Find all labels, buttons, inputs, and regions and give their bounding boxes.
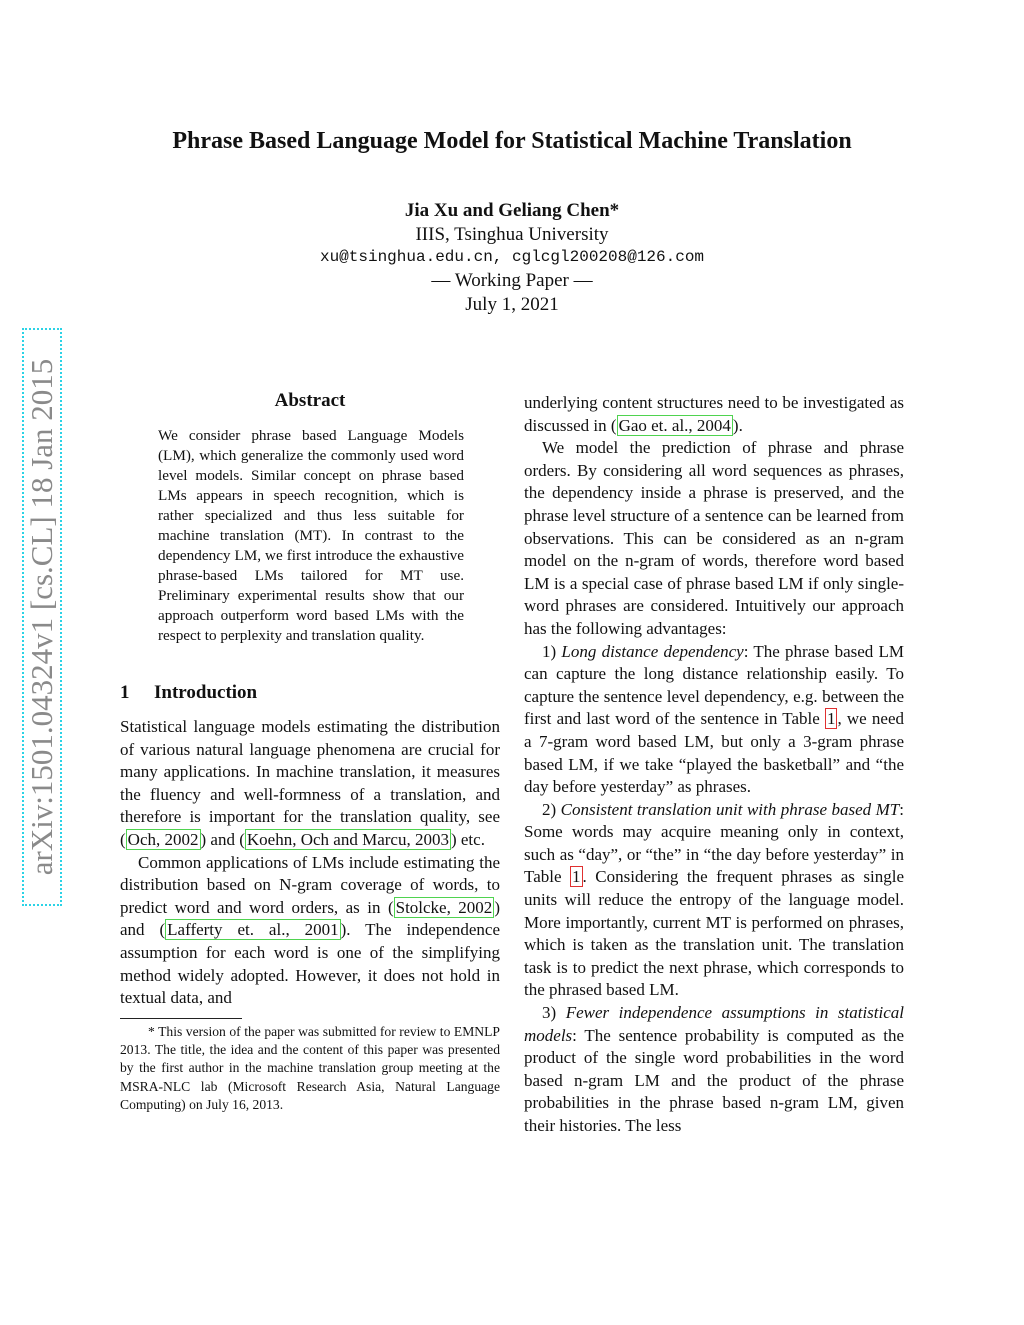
citation-link[interactable]: Gao et. al., 2004: [618, 415, 731, 435]
arxiv-stamp: [22, 328, 62, 906]
paper-title: Phrase Based Language Model for Statistical Machine Translation: [172, 128, 852, 154]
list-number: 2): [542, 799, 557, 819]
section-number: 1: [120, 682, 130, 703]
paper-date: July 1, 2021: [465, 294, 559, 315]
abstract-heading: Abstract: [274, 390, 346, 411]
section-title: Introduction: [154, 682, 258, 703]
intro-paragraph-2: Common applications of LMs include estimating the distribution based on N-gram coverage of words, to predict word and word orders, as in ( Stolcke, 2002 ) and ( Lafferty et. al., 2001 ). The independence assumption for each word is one of the simplifying method widely adopted. However, it does not hold in textual data, and: [120, 852, 500, 1008]
text-run: , we need a 7-gram word based LM, but only a 3-gram phrase based LM, if we take “played the basketball” and “the day before yesterday” as phrases.: [524, 709, 904, 797]
text-run: : Some words may acquire meaning only in context, such as “day”, or “the” in “the day before yesterday” in Table: [524, 799, 904, 887]
text-run: etc.: [456, 829, 485, 849]
advantage-title: Consistent translation unit with phrase based MT: [560, 799, 900, 819]
paper-status: — Working Paper —: [431, 270, 593, 291]
advantage-title: Fewer independence assumptions in statistical models: [524, 1003, 905, 1045]
section-heading-introduction: [120, 682, 500, 704]
intro-paragraph-1: Statistical language models estimating the distribution of various natural language phenomena are crucial for many applications. In machine translation, it measures the fluency and well-formness of a translation, and therefore is important for the translation quality, see ( Och, 2002 ) and ( Koehn, Och and Marcu, 2003 ) etc.: [120, 717, 500, 849]
advantage-3: [524, 1002, 904, 1138]
footnote: * This version of the paper was submitted for review to EMNLP 2013. The title, the idea and the content of this paper was presented by the first author in the machine translation group meeting at the MSRA-NLC lab (Microsoft Research Asia, Natural Language Computing) on July 16, 2013.: [120, 1023, 500, 1112]
right-column: [524, 392, 904, 1138]
author-emails: xu@tsinghua.edu.cn, cglcgl200208@126.com: [319, 248, 705, 266]
citation-link[interactable]: Koehn, Och and Marcu, 2003: [246, 829, 449, 849]
citation-link[interactable]: Och, 2002: [127, 829, 199, 849]
abstract-text: We consider phrase based Language Models (LM), which generalize the commonly used word level models. Similar concept on phrase based LMs appears in speech recognition, which is rather specialized and thus less suitable for machine translation (MT). In contrast to the dependency LM, we first introduce the exhaustive phrase-based LMs tailored for MT use. Preliminary experimental results show that our approach outperform word based LMs with the respect to perplexity and translation quality.: [158, 427, 464, 644]
text-run: : The phrase based LM can capture the long distance relationship easily. To capture the sentence level dependency, e.g. between the first and last word of the sentence in Table: [524, 641, 905, 729]
text-run: . Considering the frequent phrases as single units will reduce the entropy of the language model. More importantly, current MT is performed on phrases, which is taken as the translation unit. The translation task is to predict the next phrase, which corresponds to the phrased based LM.: [524, 867, 905, 1000]
citation-link[interactable]: Lafferty et. al., 2001: [167, 920, 339, 940]
footnote-divider: [120, 1018, 242, 1019]
text-run: Statistical language models estimating the distribution of various natural language phenomena are crucial for many applications. In machine translation, it measures the fluency and well-formness of a translation, and therefore is important for the translation quality, see: [120, 717, 500, 827]
list-number: 3): [542, 1003, 557, 1023]
text-run: underlying content structures need to be investigated as discussed in: [524, 393, 904, 435]
text-run: . The independence assumption for each word is one of the simplifying method widely adopted. However, it does not hold in textual data, and: [120, 920, 500, 1008]
citation-link[interactable]: Stolcke, 2002: [395, 897, 493, 917]
affiliation: IIIS, Tsinghua University: [415, 224, 609, 245]
text-run: and: [120, 920, 160, 940]
text-run: : The sentence probability is computed as the product of the single word probabilities in the word based n-gram LM and the product of the phrase probabilities in the phrase based n-gram LM, given their histories. The less: [524, 1025, 904, 1135]
advantage-title: Long distance dependency: [561, 641, 744, 661]
arxiv-id: arXiv:1501.04324v1 [cs.CL] 18 Jan 2015: [24, 358, 59, 876]
advantage-2: [524, 799, 904, 1002]
text-run: ).: [732, 415, 743, 435]
list-number: 1): [542, 641, 557, 661]
table-reference-link[interactable]: 1: [572, 867, 581, 887]
advantage-1: [524, 641, 904, 799]
authors: Jia Xu and Geliang Chen*: [404, 200, 620, 221]
table-reference-link[interactable]: 1: [826, 709, 836, 729]
text-run: Common applications of LMs include estimating the distribution based on N-gram coverage of words, to predict word and word orders, as in: [120, 852, 500, 917]
right-paragraph-2: We model the prediction of phrase and phrase orders. By considering all word sequences as phrases, the dependency inside a phrase is preserved, and the phrase level structure of a sentence can be learned from observations. This can be considered as an n-gram model on the n-gram of words, therefore word based LM is a special case of phrase based LM if only single-word phrases are considered. Intuitively our approach has the following advantages:: [524, 438, 904, 638]
right-paragraph-1: underlying content structures need to be investigated as discussed in ( Gao et. al., 2004 ).: [524, 393, 904, 435]
text-run: and: [206, 829, 240, 849]
left-column: [120, 390, 500, 1114]
